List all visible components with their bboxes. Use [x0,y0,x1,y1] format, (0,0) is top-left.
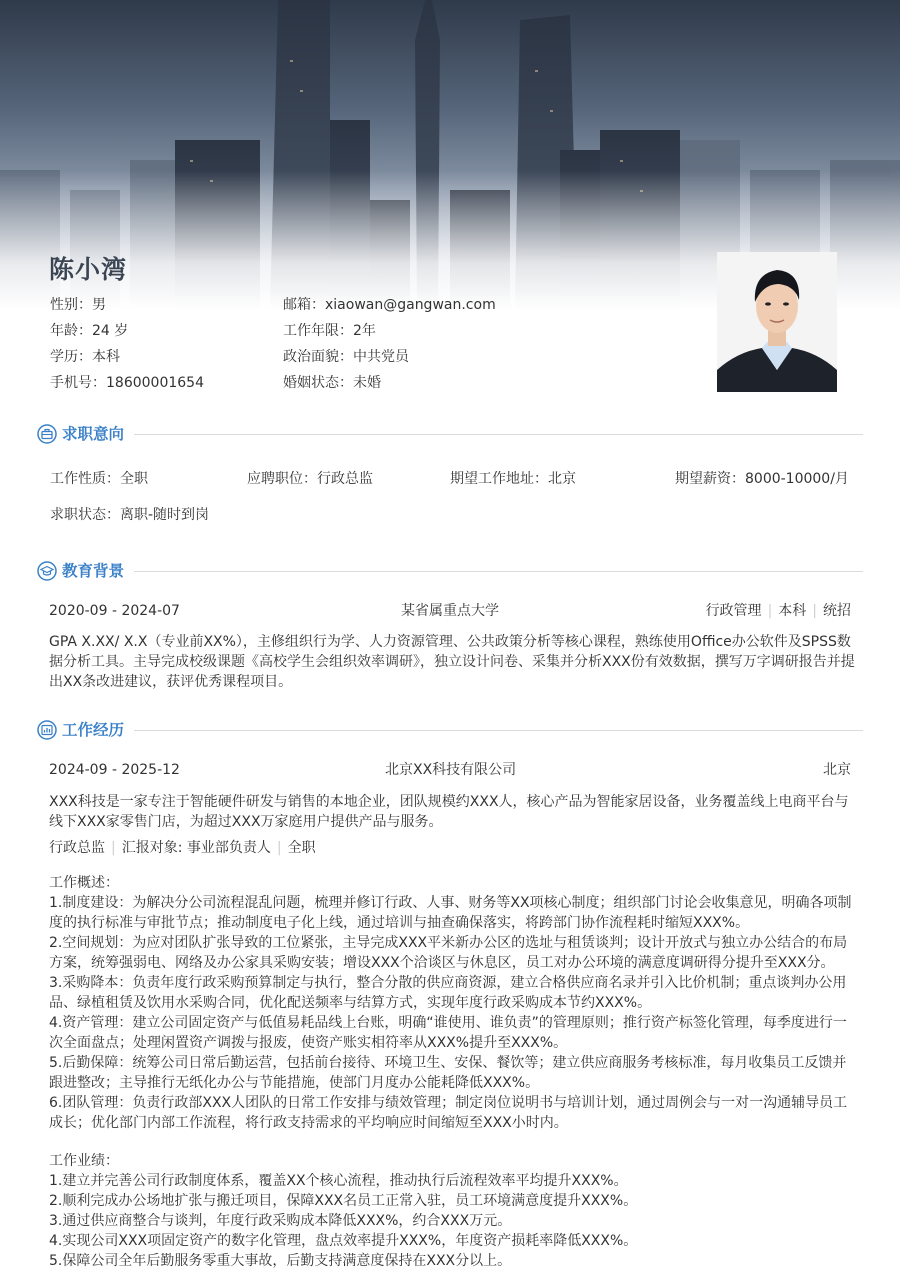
work-period: 2024-09 - 2025-12 [49,762,180,778]
graduation-icon [37,561,57,581]
work-years-label: 工作年限： [283,323,353,339]
education-value: 本科 [92,349,120,365]
position-label: 应聘职位： [247,471,317,487]
overview-item: 5.后勤保障：统筹公司日常后勤运营，包括前台接待、环境卫生、安保、餐饮等；建立供应商服务考核标准，每月收集员工反馈并跟进整改；主导推行无纸化办公与节能措施，使部门月度办公能耗降低XXX%。 [49,1055,847,1091]
education-tags [706,601,851,621]
chart-icon [37,720,57,740]
job-type-field [50,469,148,489]
education-period: 2020-09 - 2024-07 [49,603,180,619]
section-title-intent: 求职意向 [62,425,125,443]
major: 行政管理 [705,603,762,619]
role: 行政总监 [49,840,105,856]
overview-item: 2.空间规划：为应对团队扩张导致的工位紧张，主导完成XXX平米新办公区的选址与租赁谈判；设计开放式与独立办公结合的布局方案，统筹强弱电、网络及办公家具采购安装；增设XXX个洽谈区与休息区，员工对办公环境的满意度调研得分提升至XXX分。 [49,935,848,971]
job-type-value: 全职 [120,471,148,487]
location-label: 期望工作地址： [450,471,548,487]
salary-value: 8000-10000/月 [745,471,849,487]
section-divider [134,571,863,572]
gender-label: 性别： [50,297,92,313]
overview-item: 3.采购降本：负责年度行政采购预算制定与执行，整合分散的供应商资源，建立合格供应商名录并引入比价机制；重点谈判办公用品、绿植租赁及饮用水采购合同，优化配送频率与结算方式，实现年度行政采购成本节约XXX%。 [49,975,847,1011]
section-divider [134,730,863,731]
email-label: 邮箱： [283,297,325,313]
education-description: GPA X.XX/ X.X（专业前XX%），主修组织行为学、人力资源管理、公共政策分析等核心课程，熟练使用Office办公软件及SPSS数据分析工具。主导完成校级课题《高校学生会组织效率调研》，独立设计问卷、采集并分析XXX份有效数据，撰写万字调研报告并提出XX条改进建议，获评优秀课程项目。 [49,634,855,690]
position-field [247,469,373,489]
study-mode: 统招 [823,603,851,619]
work-city: 北京 [823,762,851,778]
education-field [50,346,120,366]
marital-value: 未婚 [353,375,381,391]
age-label: 年龄： [50,323,92,339]
work-job-type: 全职 [287,840,316,856]
section-title-education: 教育背景 [62,562,125,580]
section-header-work [37,719,863,741]
email-value: xiaowan@gangwan.com [325,297,496,313]
email-field [283,294,496,314]
location-value: 北京 [548,471,576,487]
phone-label: 手机号： [50,375,106,391]
result-item: 1.建立并完善公司行政制度体系，覆盖XX个核心流程，推动执行后流程效率平均提升XXX%。 [49,1173,628,1189]
age-value: 24 岁 [92,323,129,339]
politics-value: 中共党员 [353,349,409,365]
section-title-work: 工作经历 [62,721,125,739]
work-years-value: 2年 [353,323,376,339]
job-status-value: 离职-随时到岗 [120,507,210,523]
gender-field [50,294,106,314]
tag-separator: | [111,840,116,856]
work-years-field [283,320,376,340]
section-header-education [37,560,863,582]
degree: 本科 [778,603,807,619]
company-name: 北京XX科技有限公司 [385,762,517,778]
school-name: 某省属重点大学 [401,603,499,619]
education-label: 学历： [50,349,92,365]
job-type-label: 工作性质： [50,471,120,487]
result-item: 4.实现公司XXX项固定资产的数字化管理，盘点效率提升XXX%，年度资产损耗率降低XXX%。 [49,1233,638,1249]
company-description: XXX科技是一家专注于智能硬件研发与销售的本地企业，团队规模约XXX人，核心产品为智能家居设备，业务覆盖线上电商平台与线下XXX家零售门店，为超过XXX万家庭用户提供产品与服务。 [49,794,849,830]
candidate-name: 陈小湾 [49,255,128,284]
section-divider [134,434,863,435]
result-item: 5.保障公司全年后勤服务零重大事故，后勤支持满意度保持在XXX分以上。 [49,1253,512,1269]
overview-label: 工作概述： [49,875,119,891]
marital-field [283,372,381,392]
salary-label: 期望薪资： [675,471,745,487]
age-field [50,320,128,340]
report-to: 汇报对象: 事业部负责人 [121,840,271,856]
phone-field [50,372,204,392]
tag-separator: | [812,603,817,619]
avatar-portrait [717,252,837,392]
tag-separator: | [767,603,773,619]
gender-value: 男 [92,297,106,313]
work-tags [49,838,316,858]
section-header-intent [37,423,863,445]
salary-field [675,469,849,489]
overview-item: 6.团队管理：负责行政部XXX人团队的日常工作安排与绩效管理；制定岗位说明书与培训计划，通过周例会与一对一沟通辅导员工成长；优化部门内部工作流程，将行政支持需求的平均响应时间缩短至XXX小时内。 [49,1095,848,1131]
phone-value: 18600001654 [106,375,204,391]
job-status-field [50,505,209,525]
politics-field [283,346,409,366]
briefcase-icon [37,424,57,444]
overview-item: 1.制度建设：为解决分公司流程混乱问题，梳理并修订行政、人事、财务等XX项核心制度；组织部门讨论会收集意见，明确各项制度的执行标准与审批节点；推动制度电子化上线，通过培训与抽查确保落实，将跨部门协作流程耗时缩短XXX%。 [49,895,852,931]
job-status-label: 求职状态： [50,507,120,523]
result-item: 2.顺利完成办公场地扩张与搬迁项目，保障XXX名员工正常入驻，员工环境满意度提升XXX%。 [49,1193,638,1209]
politics-label: 政治面貌： [283,349,353,365]
overview-item: 4.资产管理：建立公司固定资产与低值易耗品线上台账，明确“谁使用、谁负责”的管理原则；推行资产标签化管理，每季度进行一次全面盘点；处理闲置资产调拨与报废，使资产账实相符率从XXX%提升至XXX%。 [49,1015,847,1051]
tag-separator: | [276,840,282,856]
work-overview [49,873,855,1133]
work-results [49,1151,855,1271]
marital-label: 婚姻状态： [283,375,353,391]
results-label: 工作业绩： [49,1153,119,1169]
position-value: 行政总监 [317,471,373,487]
result-item: 3.通过供应商整合与谈判，年度行政采购成本降低XXX%，约合XXX万元。 [49,1213,512,1229]
location-field [450,469,576,489]
profile-photo [717,252,837,392]
